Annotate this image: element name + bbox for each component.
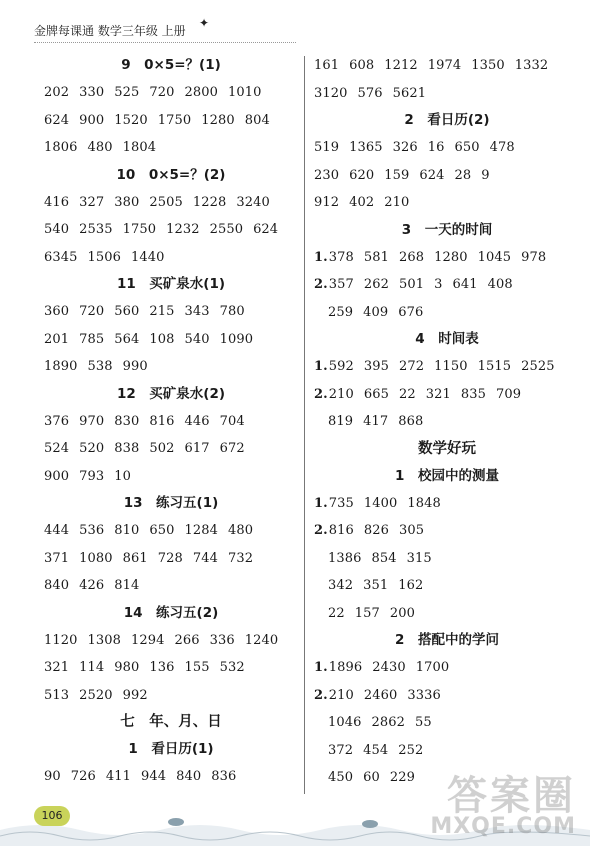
answer-value: 1280	[434, 249, 468, 265]
answer-value: 1386	[328, 550, 362, 566]
answer-value: 2460	[363, 687, 398, 703]
answer-value: 55	[414, 715, 432, 730]
answer-value: 450	[328, 770, 354, 785]
item-number: 1.	[314, 495, 328, 511]
answer-row	[314, 709, 580, 737]
column-divider	[304, 56, 305, 794]
item-number: 1.	[314, 359, 328, 374]
answer-value: 210	[384, 195, 410, 210]
answer-value: 732	[227, 550, 254, 566]
answer-row	[44, 435, 298, 463]
answer-value: 592	[328, 359, 354, 374]
answer-value: 861	[122, 550, 148, 566]
section-title: 4 时间表	[415, 331, 479, 347]
answer-value: 1750	[122, 222, 157, 237]
answer-row	[44, 134, 298, 162]
answer-value: 980	[114, 660, 140, 675]
answer-value: 1400	[363, 495, 398, 511]
answer-row	[314, 271, 580, 299]
answer-value: 478	[489, 140, 515, 155]
answer-value: 371	[44, 550, 70, 566]
answer-value: 10	[114, 468, 131, 484]
answer-row	[44, 244, 298, 272]
answer-value: 793	[79, 468, 105, 484]
answer-value: 785	[79, 331, 105, 347]
answer-value: 202	[44, 85, 70, 100]
answer-value: 159	[384, 167, 410, 183]
answer-value: 157	[354, 605, 380, 621]
answer-value: 900	[79, 112, 105, 128]
section-title: 10 0×5=？(2)	[116, 166, 226, 183]
answer-row	[44, 545, 298, 573]
answer-value: 155	[184, 660, 210, 675]
answer-value: 268	[399, 249, 425, 265]
answer-row	[44, 216, 298, 244]
answer-value: 854	[371, 550, 397, 566]
answer-value: 532	[219, 660, 245, 675]
answer-value: 2800	[184, 85, 218, 100]
section-title: 1 校园中的测量	[395, 467, 499, 484]
answer-value: 426	[79, 578, 105, 593]
answer-value: 1284	[184, 523, 218, 538]
answer-value: 1280	[201, 112, 235, 128]
answer-value: 210	[328, 386, 354, 402]
answer-value: 210	[328, 687, 354, 703]
answer-value: 315	[406, 550, 432, 566]
answer-value: 343	[184, 304, 210, 319]
answer-value: 502	[149, 441, 175, 456]
answer-value: 2862	[371, 715, 405, 730]
answer-row	[44, 107, 298, 135]
answer-value: 676	[398, 304, 424, 320]
answer-value: 709	[496, 386, 522, 402]
answer-value: 1350	[471, 58, 505, 73]
answer-row	[44, 189, 298, 217]
answer-value: 978	[521, 249, 547, 265]
answer-value: 501	[399, 277, 425, 292]
answer-value: 624	[44, 112, 70, 128]
answer-row	[314, 353, 580, 381]
answer-value: 2550	[209, 222, 244, 237]
answer-row	[314, 682, 580, 710]
answer-value: 480	[87, 140, 113, 155]
answer-value: 519	[314, 140, 340, 155]
book-header	[34, 16, 210, 39]
answer-value: 540	[184, 331, 210, 347]
answer-value: 608	[349, 58, 375, 73]
answer-row	[44, 654, 298, 682]
answer-value: 819	[328, 414, 354, 429]
answer-value: 1806	[44, 140, 78, 155]
answer-value: 230	[314, 167, 340, 183]
answer-value: 816	[149, 413, 175, 429]
answer-row	[314, 381, 580, 409]
answer-value: 351	[363, 578, 389, 593]
answer-value: 525	[114, 85, 140, 100]
right-column	[314, 52, 580, 792]
answer-value: 200	[389, 605, 415, 621]
answer-value: 262	[363, 277, 390, 292]
answer-value: 336	[209, 632, 235, 648]
answer-row	[314, 189, 580, 217]
answer-value: 810	[114, 523, 140, 538]
answer-value: 380	[114, 194, 140, 210]
answer-row	[44, 517, 298, 545]
answer-value: 536	[79, 523, 105, 538]
answer-value: 1804	[122, 140, 157, 155]
answer-value: 444	[44, 523, 70, 538]
answer-value: 735	[328, 495, 354, 511]
sparkle-icon: ✦	[199, 16, 210, 30]
answer-value: 840	[176, 769, 202, 784]
watermark-line1: 答案圈	[447, 773, 576, 819]
answer-value: 9	[481, 167, 490, 183]
answer-value: 513	[44, 687, 70, 703]
answer-value: 6345	[44, 249, 78, 265]
section-title: 七 年、月、日	[120, 714, 222, 730]
answer-value: 2535	[79, 222, 113, 237]
answer-value: 728	[157, 550, 183, 566]
answer-value: 3336	[407, 687, 441, 703]
answer-value: 446	[184, 413, 210, 429]
answer-value: 560	[114, 304, 140, 319]
answer-value: 416	[44, 194, 70, 210]
answer-value: 1896	[328, 660, 363, 675]
answer-value: 1700	[415, 660, 450, 675]
answer-value: 620	[349, 167, 375, 183]
section-title: 数学好玩	[418, 440, 476, 457]
answer-value: 408	[487, 277, 513, 292]
answer-value: 272	[399, 359, 425, 374]
answer-value: 5621	[392, 85, 427, 101]
answer-row	[314, 545, 580, 573]
section-title: 3 一天的时间	[401, 221, 493, 238]
answer-value: 3240	[236, 194, 270, 210]
answer-value: 22	[328, 605, 345, 621]
answer-value: 576	[357, 85, 383, 101]
answer-value: 1974	[427, 58, 462, 73]
answer-value: 161	[314, 58, 340, 73]
answer-value: 60	[363, 770, 380, 785]
answer-value: 564	[114, 331, 140, 347]
answer-value: 2520	[79, 687, 113, 703]
answer-value: 704	[219, 413, 245, 429]
answer-value: 804	[244, 112, 270, 128]
answer-row	[44, 682, 298, 710]
answer-row	[314, 244, 580, 272]
answer-row	[314, 517, 580, 545]
answer-value: 16	[427, 140, 445, 155]
fish-icon	[168, 818, 184, 826]
answer-value: 1294	[130, 632, 165, 648]
answer-row	[314, 134, 580, 162]
answer-value: 524	[44, 441, 70, 456]
answer-value: 581	[363, 249, 390, 265]
answer-value: 201	[44, 331, 70, 347]
answer-value: 1232	[166, 222, 200, 237]
answer-value: 411	[105, 769, 131, 784]
answer-value: 624	[419, 167, 445, 183]
answer-value: 816	[328, 523, 354, 538]
answer-value: 22	[399, 386, 416, 402]
answer-value: 538	[87, 359, 113, 374]
answer-value: 305	[399, 523, 425, 538]
book-title: 金牌每课通 数学三年级 上册	[34, 24, 186, 38]
answer-row	[44, 408, 298, 436]
answer-value: 326	[392, 140, 418, 155]
section-title: 1 看日历(1)	[128, 741, 214, 757]
answer-value: 835	[460, 386, 487, 402]
item-number: 2.	[314, 687, 328, 703]
item-number: 1.	[314, 249, 328, 265]
answer-row	[314, 654, 580, 682]
section-title: 2 搭配中的学问	[395, 632, 499, 648]
answer-row	[314, 408, 580, 436]
answer-value: 3120	[314, 85, 348, 101]
answer-value: 1848	[407, 495, 441, 511]
answer-value: 912	[314, 195, 340, 210]
answer-value: 2525	[521, 359, 555, 374]
answer-row	[44, 463, 298, 491]
answer-value: 1046	[328, 715, 362, 730]
answer-value: 1520	[114, 112, 148, 128]
answer-value: 990	[122, 359, 148, 374]
answer-value: 814	[114, 578, 140, 593]
answer-row	[314, 162, 580, 190]
answer-value: 830	[114, 413, 140, 429]
answer-value: 970	[79, 413, 105, 429]
answer-row	[314, 52, 580, 80]
answer-value: 378	[328, 249, 354, 265]
answer-value: 1890	[44, 359, 78, 374]
answer-row	[314, 80, 580, 108]
answer-value: 229	[389, 770, 415, 785]
answer-value: 1308	[87, 632, 121, 648]
answer-value: 672	[219, 441, 245, 456]
answer-value: 726	[70, 769, 96, 784]
answer-value: 1750	[157, 112, 192, 128]
answer-row	[314, 737, 580, 765]
answer-value: 28	[454, 167, 472, 183]
answer-value: 1440	[130, 249, 165, 265]
section-title: 13 练习五(1)	[123, 495, 219, 511]
answer-value: 624	[253, 222, 279, 237]
answer-value: 327	[79, 194, 105, 210]
answer-row	[44, 326, 298, 354]
answer-row	[314, 600, 580, 628]
answer-value: 720	[79, 304, 105, 319]
answer-value: 1010	[227, 85, 262, 100]
answer-value: 215	[149, 304, 175, 319]
answer-value: 1365	[349, 140, 383, 155]
section-title: 2 看日历(2)	[404, 112, 490, 128]
answer-row	[44, 79, 298, 107]
answer-value: 900	[44, 468, 70, 484]
section-title: 12 买矿泉水(2)	[116, 385, 226, 402]
answer-value: 836	[211, 769, 237, 784]
answer-value: 372	[328, 742, 354, 758]
section-title: 9 0×5=？(1)	[121, 57, 221, 73]
answer-value: 376	[44, 413, 70, 429]
answer-value: 1332	[514, 58, 549, 73]
answer-row	[314, 490, 580, 518]
answer-value: 395	[363, 359, 390, 374]
answer-value: 992	[122, 687, 148, 703]
answer-value: 114	[79, 660, 105, 675]
answer-value: 1515	[477, 359, 512, 374]
answer-value: 617	[184, 441, 210, 456]
item-number: 2.	[314, 523, 328, 538]
answer-row	[44, 763, 298, 791]
answer-value: 321	[425, 386, 451, 402]
answer-value: 641	[452, 277, 478, 292]
answer-value: 780	[219, 304, 245, 319]
answer-value: 720	[149, 85, 175, 100]
answer-value: 1045	[477, 249, 512, 265]
answer-value: 357	[328, 277, 354, 292]
answer-row	[314, 572, 580, 600]
answer-value: 3	[434, 277, 443, 292]
answer-value: 840	[44, 578, 70, 593]
answer-value: 480	[227, 523, 254, 538]
watermark-line2: MXQE.COM	[430, 814, 576, 839]
answer-value: 454	[363, 742, 389, 758]
answer-value: 330	[79, 85, 105, 100]
answer-value: 252	[398, 742, 424, 758]
answer-value: 162	[398, 578, 424, 593]
answer-value: 360	[44, 304, 70, 319]
answer-value: 665	[363, 386, 390, 402]
answer-value: 1120	[44, 632, 78, 648]
answer-row	[44, 298, 298, 326]
answer-value: 321	[44, 660, 70, 675]
header-divider	[34, 42, 296, 43]
answer-value: 259	[328, 304, 354, 320]
answer-value: 342	[328, 578, 354, 593]
answer-value: 944	[141, 769, 167, 784]
answer-value: 826	[363, 523, 390, 538]
answer-value: 540	[44, 222, 70, 237]
fish-icon	[362, 820, 378, 828]
left-column	[44, 52, 298, 791]
answer-value: 2505	[149, 194, 183, 210]
section-title: 14 练习五(2)	[123, 604, 219, 621]
answer-value: 108	[149, 331, 175, 347]
answer-value: 402	[349, 195, 375, 210]
answer-row	[44, 627, 298, 655]
answer-row	[44, 353, 298, 381]
answer-value: 868	[398, 414, 424, 429]
answer-value: 744	[192, 550, 218, 566]
answer-value: 1506	[87, 249, 121, 265]
answer-value: 136	[149, 660, 175, 675]
answer-row	[44, 572, 298, 600]
answer-value: 409	[363, 304, 389, 320]
answer-value: 650	[149, 523, 175, 538]
item-number: 2.	[314, 277, 328, 292]
answer-value: 520	[79, 441, 105, 456]
answer-value: 1080	[79, 550, 113, 566]
item-number: 2.	[314, 386, 328, 402]
answer-value: 2430	[372, 660, 406, 675]
answer-value: 838	[114, 441, 140, 456]
answer-value: 417	[363, 414, 389, 429]
answer-value: 90	[44, 769, 61, 784]
answer-row	[314, 299, 580, 327]
answer-value: 650	[454, 140, 480, 155]
answer-value: 1228	[192, 194, 227, 210]
answer-value: 1240	[244, 632, 279, 648]
watermark	[430, 773, 576, 839]
section-title: 11 买矿泉水(1)	[116, 276, 226, 292]
answer-value: 1090	[219, 331, 254, 347]
answer-value: 1212	[384, 58, 418, 73]
item-number: 1.	[314, 660, 328, 675]
page-number-badge: 106	[34, 806, 70, 826]
answer-value: 1150	[434, 359, 468, 374]
answer-value: 266	[174, 632, 200, 648]
